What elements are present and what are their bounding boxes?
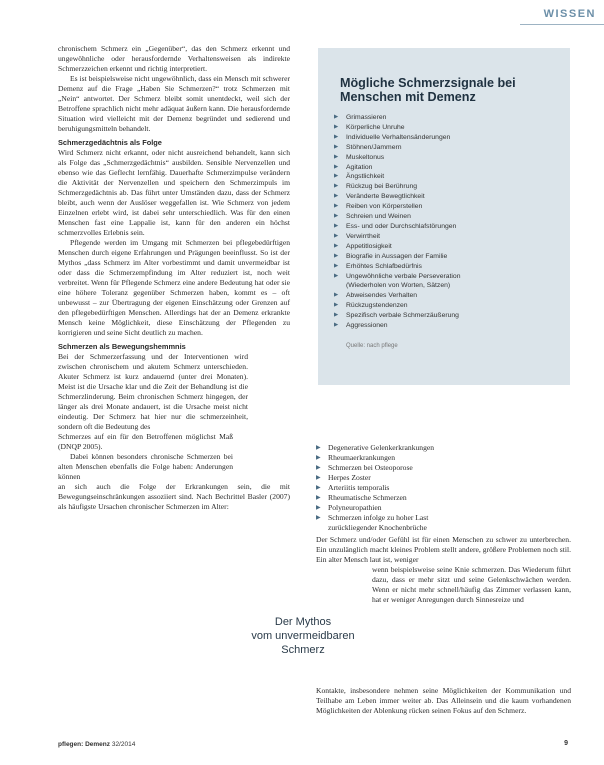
section-label: WISSEN	[543, 8, 596, 20]
list-item: ▶ Verwirrtheit	[334, 232, 570, 242]
list-item: ▶ Ängstlichkeit	[334, 172, 570, 182]
list-item: ▶ Ess- und oder Durchschlafstörungen	[334, 222, 570, 232]
list-item: ▶ Schmerzen infolge zu hoher Last	[316, 513, 571, 523]
list-item: ▶ Rückzug bei Berührung	[334, 182, 570, 192]
paragraph: an sich auch die Folge der Erkrankungen sein, die mit Bewegungseinschränkungen assoziiert sind. Nach Bechrittel Basler (2007) als häufigste Ursachen chronischer Schmerzen im Alter:	[58, 482, 290, 511]
magazine-name: pflegen: Demenz	[58, 741, 111, 748]
article-column-left	[58, 44, 290, 512]
list-item: ▶ Biografie in Aussagen der Familie	[334, 252, 570, 262]
subheading: Schmerzgedächtnis als Folge	[58, 138, 162, 147]
signal-list	[334, 113, 570, 331]
list-item: ▶ Arteriitis temporalis	[316, 483, 571, 493]
list-item: ▶ Veränderte Bewegtlichkeit	[334, 192, 570, 202]
article-column-right	[316, 535, 571, 565]
footer-magazine	[58, 741, 135, 748]
paragraph: Pflegende werden im Umgang mit Schmerzen bei pflegebedürftigen Menschen durch eigene Erfahrungen und Prägungen beeinflusst. So ist der Mythos „dass Schmerz im Alter vorbestimmt und damit unvermeidbar ist oder dass die Schmerzempfindung im Alter reduziert ist, noch weit verbreitet. Wenn für Pflegende Schmerz eine andere Bedeutung hat oder sie eine höhere Toleranz gegenüber Schmerzen haben, kommt es – oft unbewusst – zur Übertragung der eigenen Einschätzung oder Grenzen auf den pflegebedürftigen Menschen. Allerdings hat der an Demenz erkrankte Mensch keine Möglichkeit, diese Einschätzung der Pflegenden zu korrigieren und seine Sicht deutlich zu machen.	[58, 238, 290, 337]
paragraph: Dabei können besonders chronische Schmerzen bei alten Menschen ebenfalls die Folge haben: Anderungen können	[58, 452, 233, 481]
paragraph: Kontakte, insbesondere nehmen seine Möglichkeiten der Kommunikation und Teilhabe am Leben immer weiter ab. Das Alleinsein und die kaum vorhandenen Möglichkeiten der Ablenkung rücken seinen Fokus auf den Schmerz.	[316, 686, 571, 715]
paragraph: chronischem Schmerz ein „Gegenüber“, das den Schmerz erkennt und ungewöhnliche oder herausfordernde Verhaltensweisen als indirekte Schmerzzeichen erkennt und richtig interpretiert.	[58, 44, 290, 73]
list-item: ▶ Ungewöhnliche verbale Perseveration	[334, 272, 570, 282]
paragraph: Bei der Schmerzerfassung und der Interventionen wird zwischen chronischem und akutem Schmerz unterschieden. Akuter Schmerz ist kurz andauernd (unter drei Monaten). Meist ist die Ursache klar und die Zeit der Behandlung ist die Schmerzlinderung. Beim chronischen Schmerz hingegen, der länger als drei Monate andauert, ist die Ursache meist nicht eindeutig. Der Schmerz hat hier nur die schmerzeinheit, sondern oft die Bedeutung des	[58, 352, 248, 431]
list-item-continuation: (Wiederholen von Worten, Sätzen)	[346, 282, 451, 290]
list-item: ▶ Rückzugstendenzen	[334, 301, 570, 311]
list-item: ▶ Aggressionen	[334, 321, 570, 331]
subheading: Schmerzen als Bewegungshemmnis	[58, 342, 186, 351]
list-item: ▶ Polyneuropathien	[316, 503, 571, 513]
paragraph: Schmerzes auf ein für den Betroffenen möglichst Maß (DNQP 2005).	[58, 432, 233, 451]
paragraph: wenn beispielsweise seine Knie schmerzen. Das Wiederum führt dazu, dass er mehr sitzt und seine Gelenkschwächen werden. Wenn er nicht mehr schnell/häufig das Zimmer verlassen kann, hat er weniger Anregungen durch Sinnesreize und	[372, 565, 571, 604]
pull-quote-line: Schmerz	[281, 644, 325, 656]
list-item: ▶ Appetitlosigkeit	[334, 242, 570, 252]
info-box-source: Quelle: nach pflege	[346, 342, 398, 349]
page-number: 9	[564, 740, 568, 747]
paragraph: Der Schmerz und/oder Gefühl ist für einen Menschen zu schwer zu unterbrechen. Ein unzulänglich macht kleines Problem stellt andere, größere Problemen noch stil. Ein alter Mensch laut ist, weniger	[316, 535, 571, 564]
list-item: ▶ Erhöhtes Schlafbedürfnis	[334, 262, 570, 272]
list-item: ▶ Schmerzen bei Osteoporose	[316, 463, 571, 473]
top-bar	[0, 0, 604, 26]
info-box	[318, 48, 570, 385]
list-item: ▶ Abweisendes Verhalten	[334, 291, 570, 301]
info-box-title: Mögliche Schmerzsignale bei Menschen mit Demenz	[340, 76, 516, 104]
list-item: ▶ Rheumaerkrankungen	[316, 453, 571, 463]
issue-number: 32/2014	[111, 741, 136, 748]
list-item: ▶ Individuelle Verhaltensänderungen	[334, 133, 570, 143]
causes-list	[316, 443, 571, 533]
paragraph: Wird Schmerz nicht erkannt, oder nicht ausreichend behandelt, kann sich als Folge das „Schmerzgedächtnis“ ausbilden. Sensible Nervenzellen und ebenso wie das Geflecht lernfähig. Dauerhafte Schmerzimpulse verändern die Aktivität der Nervenzellen und speichern den Schmerzimpuls im Schmerzgedächtnis ab. Das führt unter Umständen dazu, dass der Schmerz bleibt, auch wenn der Auslöser weggefallen ist. Wie Schmerz von jedem Einzelnen erlebt wird, ist dabei sehr unterschiedlich. Was für den einen Menschen fast eine Lappalie ist, kann für den anderen ein höchst schmerzvolles Erlebnis sein.	[58, 148, 290, 237]
pull-quote-line: vom unvermeidbaren	[251, 630, 355, 642]
list-item: ▶ Herpes Zoster	[316, 473, 571, 483]
list-item: ▶ Rheumatische Schmerzen	[316, 493, 571, 503]
paragraph: Es ist beispielsweise nicht ungewöhnlich, dass ein Mensch mit schwerer Demenz auf die Frage „Haben Sie Schmerzen?“ trotz Schmerzen mit „Nein“ antwortet. Der Schmerz bleibt somit unentdeckt, weil sich der Betroffene sprachlich nicht mehr adäquat äußern kann. Die herausfordernde Situation wird vielleicht mit der Demenz begründet und sedierend und beruhigungsmitteln behandelt.	[58, 74, 290, 133]
header-rule	[520, 24, 604, 25]
list-item: ▶ Agitation	[334, 163, 570, 173]
list-item: ▶ Schreien und Weinen	[334, 212, 570, 222]
list-item: ▶ Degenerative Gelenkerkrankungen	[316, 443, 571, 453]
list-item: ▶ Stöhnen/Jammern	[334, 143, 570, 153]
pull-quote	[240, 615, 366, 657]
list-item: ▶ Grimassieren	[334, 113, 570, 123]
list-item: ▶ Spezifisch verbale Schmerzäußerung	[334, 311, 570, 321]
list-item: ▶ Reiben von Körperstellen	[334, 202, 570, 212]
list-item: ▶ Körperliche Unruhe	[334, 123, 570, 133]
pull-quote-line: Der Mythos	[274, 616, 332, 628]
list-item-continuation: zurückliegender Knochenbrüche	[328, 523, 427, 532]
list-item: ▶ Muskeltonus	[334, 153, 570, 163]
